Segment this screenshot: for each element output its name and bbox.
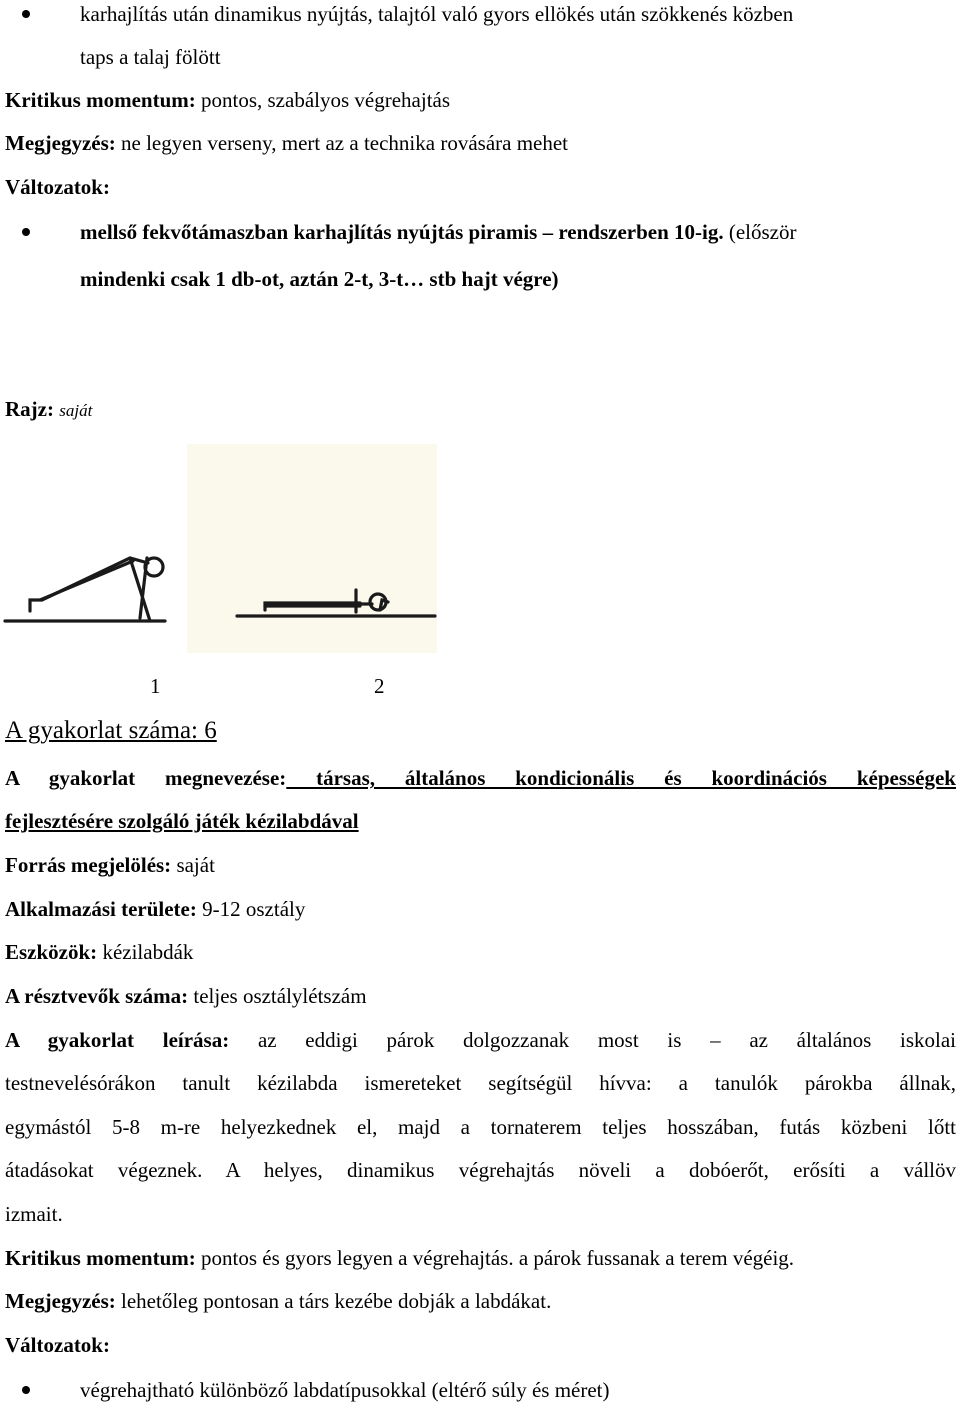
figure-pushup-up <box>5 558 165 621</box>
application-line <box>5 896 305 922</box>
equipment-value: kézilabdák <box>97 940 194 964</box>
bullet-text-line2: taps a talaj fölött <box>80 45 221 69</box>
description-line5: izmait. <box>5 1202 63 1226</box>
variation-text-2: végrehajtható különböző labdatípusokkal (eltérő súly és méret) <box>80 1378 610 1402</box>
description-label: A gyakorlat leírása: <box>5 1028 230 1052</box>
bullet-dot <box>22 10 30 18</box>
variation-line2 <box>80 266 559 292</box>
note-label-2: Megjegyzés: <box>5 1289 116 1313</box>
critical-moment-text: pontos, szabályos végrehajtás <box>195 88 451 112</box>
variation-rest-text: (először <box>723 220 797 244</box>
note-text-2: lehetőleg pontosan a társ kezébe dobják a labdákat. <box>115 1289 552 1313</box>
scanned-paper-background <box>187 444 437 653</box>
exercise-name-line1 <box>5 765 956 791</box>
source-line <box>5 852 215 878</box>
application-label: Alkalmazási területe: <box>5 897 197 921</box>
variation-line1 <box>80 219 797 245</box>
bullet-text-line1: karhajlítás után dinamikus nyújtás, talajtól való gyors ellökés után szökkenés közben <box>80 2 794 26</box>
exercise-drawing <box>0 440 440 655</box>
critical-moment-label: Kritikus momentum: <box>5 88 196 112</box>
drawing-caption-2: 2 <box>374 674 385 698</box>
description-line1 <box>5 1027 956 1053</box>
note-line-2 <box>5 1288 551 1314</box>
exercise-name-text2: fejlesztésére szolgáló játék kézilabdával <box>5 809 359 833</box>
variations-label-2: Változatok: <box>5 1333 110 1357</box>
note-line <box>5 130 568 156</box>
participants-line <box>5 983 367 1009</box>
variation-line2-text: mindenki csak 1 db-ot, aztán 2-t, 3-t… stb hajt végre) <box>80 267 559 291</box>
exercise-name-label: A gyakorlat megnevezése: <box>5 766 287 790</box>
variation-bold-text: mellső fekvőtámaszban karhajlítás nyújtás piramis – rendszerben 10-ig. <box>80 220 724 244</box>
source-value: saját <box>171 853 215 877</box>
source-label: Forrás megjelölés: <box>5 853 172 877</box>
exercise-name-line2 <box>5 808 359 834</box>
critical-moment-line-2 <box>5 1245 794 1271</box>
note-text: ne legyen verseny, mert az a technika rovására mehet <box>115 131 569 155</box>
participants-value: teljes osztálylétszám <box>188 984 367 1008</box>
drawing-source: saját <box>59 401 93 420</box>
variations-label-line-2 <box>5 1332 110 1358</box>
description-line3: egymástól 5-8 m-re helyezkednek el, majd a tornaterem teljes hosszában, futás közbeni lőtt <box>5 1115 956 1139</box>
exercise-number-heading: A gyakorlat száma: 6 <box>5 717 217 744</box>
participants-label: A résztvevők száma: <box>5 984 189 1008</box>
variations-label: Változatok: <box>5 175 110 199</box>
description-line4: átadásokat végeznek. A helyes, dinamikus végrehajtás növeli a dobóerőt, erősíti a vállöv <box>5 1158 956 1182</box>
drawing-label-line <box>5 396 92 424</box>
variations-label-line <box>5 174 110 200</box>
exercise-name-text1: társas, általános kondicionális és koordinációs képességek <box>286 766 956 790</box>
bullet-dot <box>22 228 30 236</box>
drawing-label: Rajz: <box>5 397 54 421</box>
description-text1: az eddigi párok dolgozzanak most is – az általános iskolai <box>257 1028 957 1052</box>
drawing-caption-1: 1 <box>150 674 161 698</box>
application-value: 9-12 osztály <box>196 897 306 921</box>
note-label: Megjegyzés: <box>5 131 116 155</box>
description-line2: testnevelésórákon tanult kézilabda ismereteket segítségül hívva: a tanulók párokba állnak, <box>5 1071 956 1095</box>
critical-moment-line <box>5 87 450 113</box>
equipment-label: Eszközök: <box>5 940 98 964</box>
bullet-dot <box>22 1386 30 1394</box>
equipment-line <box>5 939 193 965</box>
critical-moment-label-2: Kritikus momentum: <box>5 1246 196 1270</box>
critical-moment-text-2: pontos és gyors legyen a végrehajtás. a párok fussanak a terem végéig. <box>195 1246 795 1270</box>
